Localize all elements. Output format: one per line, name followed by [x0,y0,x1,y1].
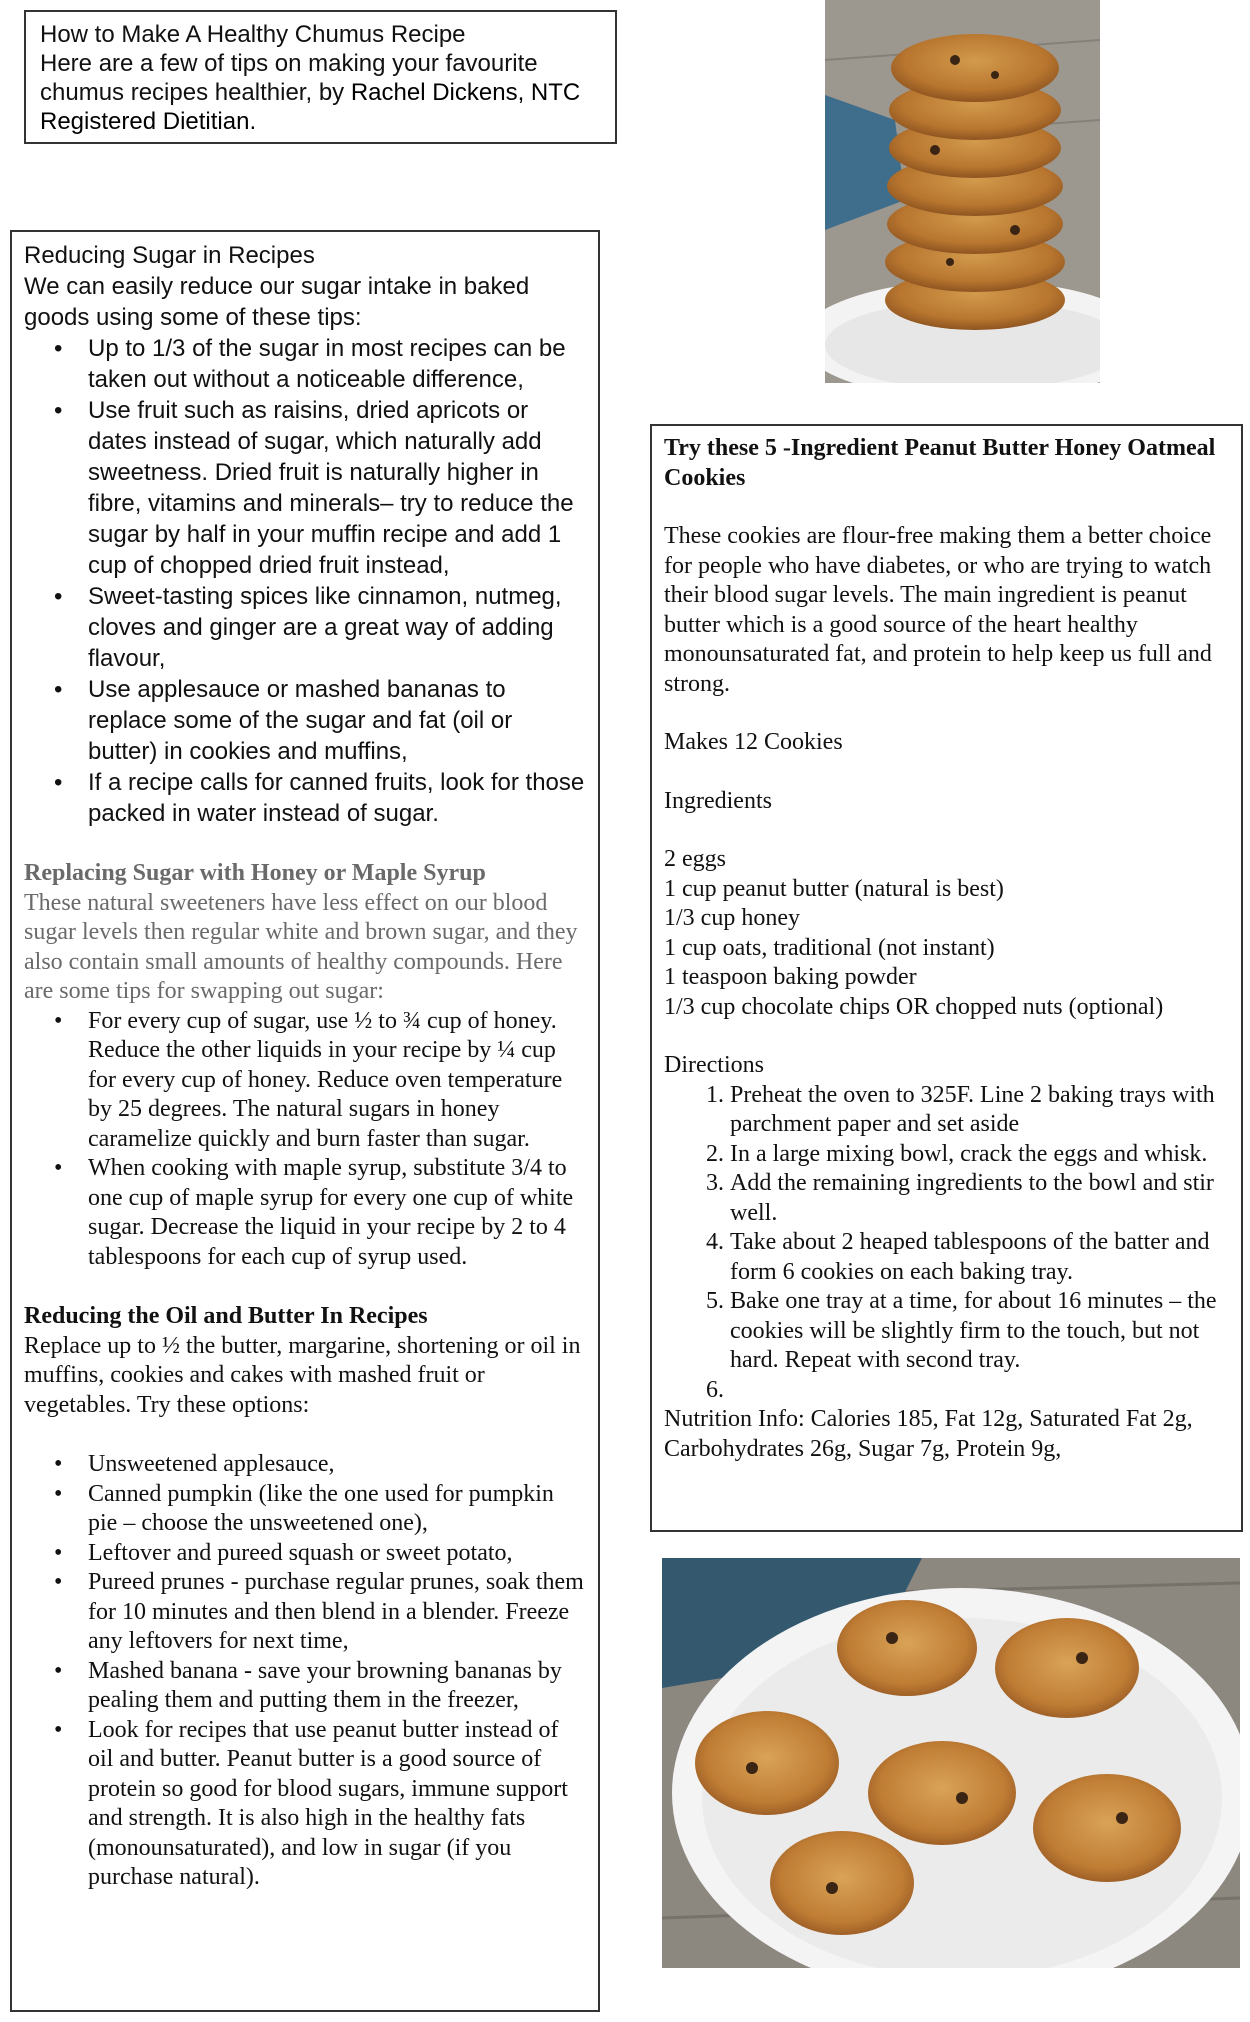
header-title: How to Make A Healthy Chumus Recipe [40,21,466,48]
ingredient-item: 1/3 cup honey [664,905,800,931]
oil-section [24,1302,586,1893]
tips-box [10,230,600,2012]
list-item: • Leftover and pureed squash or sweet potato, [88,1539,586,1569]
directions-label: Directions [664,1052,764,1078]
direction-step: 4. Take about 2 heaped tablespoons of the batter and form 6 cookies on each baking tray. [730,1228,1229,1287]
oil-section-intro: Replace up to ½ the butter, margarine, shortening or oil in muffins, cookies and cakes with mashed fruit or vegetables. Try these options: [24,1332,581,1418]
oil-section-title: Reducing the Oil and Butter In Recipes [24,1303,428,1329]
plate-cookies-illustration [662,1558,1240,1968]
list-item: • Look for recipes that use peanut butter instead of oil and butter. Peanut butter is a good source of protein so good for blood sugars, immune support and strength. It is also high in the healthy fats (monounsaturated), and low in sugar (if you purchase natural). [88,1716,586,1893]
sugar-section-title: Reducing Sugar in Recipes [24,242,315,269]
list-item: • Unsweetened applesauce, [88,1450,586,1480]
direction-step: 3. Add the remaining ingredients to the bowl and stir well. [730,1169,1229,1228]
ingredient-item: 2 eggs [664,846,726,872]
header-intro-text: Here are a few of tips on making your favourite chumus recipes healthier, by [40,50,538,106]
ingredient-item: 1 teaspoon baking powder [664,964,917,990]
recipe-makes: Makes 12 Cookies [664,729,843,755]
honey-section-title: Replacing Sugar with Honey or Maple Syrup [24,860,486,886]
ingredients-list [664,845,1229,1022]
ingredient-item: 1/3 cup chocolate chips OR chopped nuts (optional) [664,993,1164,1020]
direction-step: 5. Bake one tray at a time, for about 16 minutes – the cookies will be slightly firm to the touch, but not hard. Repeat with second tray. [730,1287,1229,1376]
sugar-tips-list [24,333,586,829]
recipe-intro: These cookies are flour-free making them a better choice for people who have diabetes, or who are trying to watch their blood sugar levels. The main ingredient is peanut butter which is a good source of the heart healthy monounsaturated fat, and protein to help keep us full and strong. [664,523,1212,697]
honey-section [24,859,586,1272]
direction-step: 1. Preheat the oven to 325F. Line 2 baking trays with parchment paper and set aside [730,1081,1229,1140]
cookie-stack-photo [825,0,1100,383]
list-item: • Use fruit such as raisins, dried apricots or dates instead of sugar, which naturally add sweetness. Dried fruit is naturally higher in fibre, vitamins and minerals– try to reduce the sugar by half in your muffin recipe and add 1 cup of chopped dried fruit instead, [88,395,586,581]
list-item: • Pureed prunes - purchase regular prunes, soak them for 10 minutes and then blend in a blender. Freeze any leftovers for next time, [88,1568,586,1657]
ingredient-item: 1 cup oats, traditional (not instant) [664,934,995,961]
cookie-stack-illustration [825,0,1100,383]
honey-section-intro: These natural sweeteners have less effect on our blood sugar levels then regular white and brown sugar, and they also contain small amounts of healthy compounds. Here are some tips for swapping out sugar: [24,889,578,1004]
nutrition-info: Nutrition Info: Calories 185, Fat 12g, Saturated Fat 2g, Carbohydrates 26g, Sugar 7g, Protein 9g, [664,1406,1193,1462]
recipe-title: Try these 5 -Ingredient Peanut Butter Honey Oatmeal Cookies [664,435,1216,491]
honey-tips-list [24,1007,586,1273]
list-item: • Sweet-tasting spices like cinnamon, nutmeg, cloves and ginger are a great way of adding flavour, [88,581,586,674]
cookies-on-plate-photo [662,1558,1240,1968]
list-item: • Mashed banana - save your browning bananas by pealing them and putting them in the freezer, [88,1657,586,1716]
direction-step [730,1376,1229,1406]
header-box [24,10,617,144]
sugar-section [24,240,586,829]
list-item: • Use applesauce or mashed bananas to replace some of the sugar and fat (oil or butter) in cookies and muffins, [88,674,586,767]
recipe-box [650,424,1243,1532]
sugar-section-intro: We can easily reduce our sugar intake in baked goods using some of these tips: [24,273,530,331]
ingredients-label: Ingredients [664,787,772,814]
header-author: Rachel Dickens, NTC Registered Dietitian. [40,79,581,135]
list-item: • Canned pumpkin (like the one used for pumpkin pie – choose the unsweetened one), [88,1480,586,1539]
oil-options-list [24,1450,586,1893]
list-item: • Up to 1/3 of the sugar in most recipes can be taken out without a noticeable difference, [88,333,586,395]
ingredient-item: 1 cup peanut butter (natural is best) [664,875,1004,902]
directions-list [664,1081,1229,1406]
direction-step: 2. In a large mixing bowl, crack the eggs and whisk. [730,1140,1229,1170]
list-item: • When cooking with maple syrup, substitute 3/4 to one cup of maple syrup for every one cup of white sugar. Decrease the liquid in your recipe by 2 to 4 tablespoons for each cup of syrup used. [88,1154,586,1272]
list-item: • If a recipe calls for canned fruits, look for those packed in water instead of sugar. [88,767,586,829]
header-intro [40,49,601,136]
list-item: • For every cup of sugar, use ½ to ¾ cup of honey. Reduce the other liquids in your recipe by ¼ cup for every cup of honey. Reduce oven temperature by 25 degrees. The natural sugars in honey caramelize quickly and burn faster than sugar. [88,1007,586,1155]
